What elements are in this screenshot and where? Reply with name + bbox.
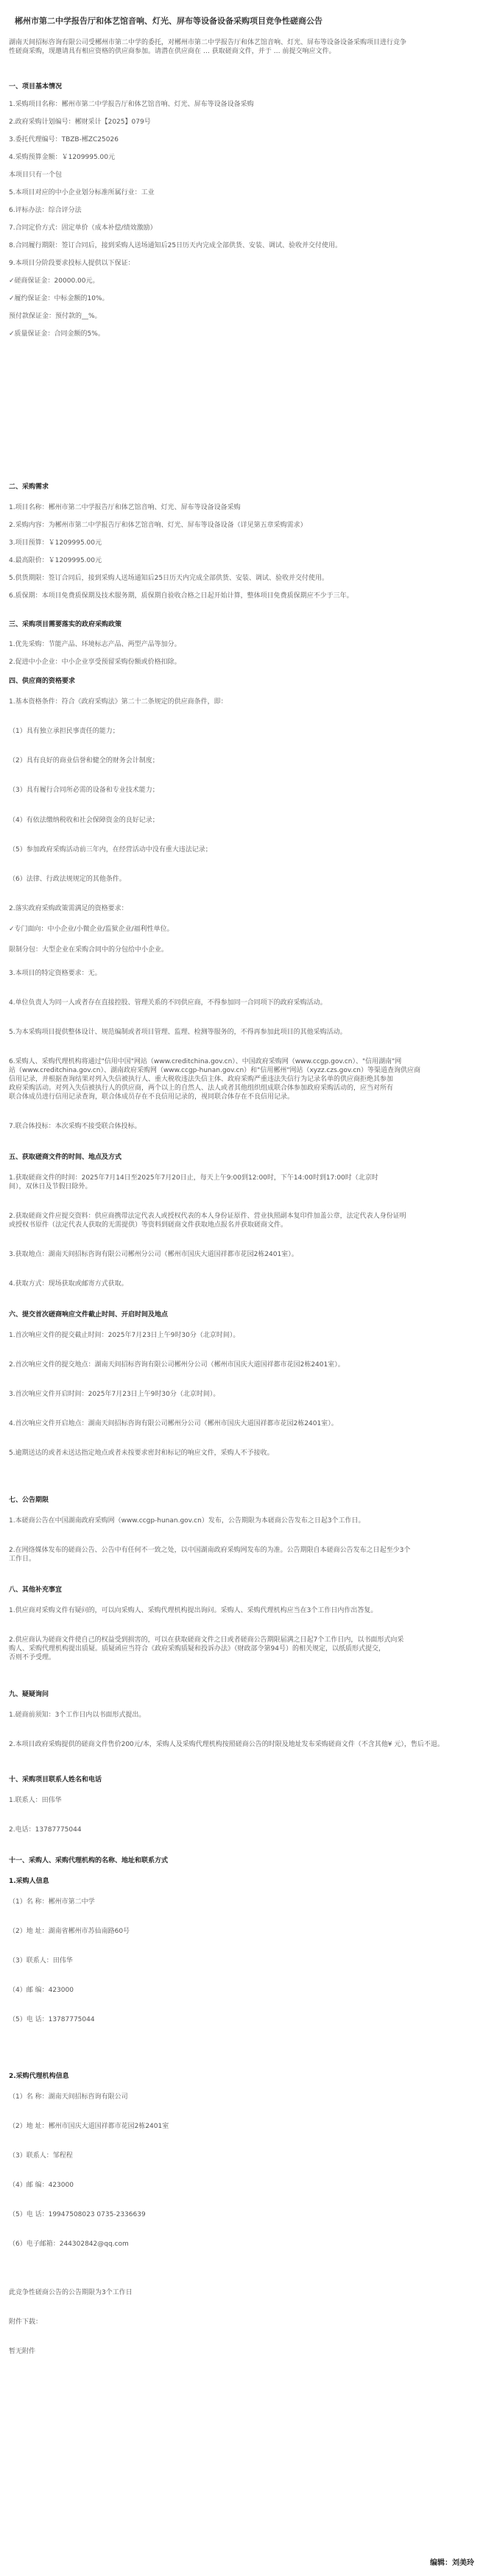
qualification-line: 信用记录，并根据查询结果对列入失信被执行人、重大税收违法失信主体、政府采购严重违法失信行为记录名单的供应商拒绝其参加 <box>9 1076 394 1083</box>
section-heading: 十、采购项目联系人姓名和电话 <box>9 1776 102 1784</box>
section-heading: 三、采购项目需要落实的政府采购政策 <box>9 621 122 628</box>
project-info-line: 6.评标办法：综合评分法 <box>9 207 82 214</box>
qualification-line: 4.单位负责人为同一人或者存在直接控股、管理关系的不同供应商，不得参加同一合同项下的政府采购活动。 <box>9 999 327 1007</box>
submission-line: 1.首次响应文件的提交截止时间：2025年7月23日上午9时30分（北京时间）。 <box>9 1332 240 1339</box>
qualification-line: （3）具有履行合同所必需的设备和专业技术能力； <box>9 787 159 794</box>
qualification-line: 站（www.creditchina.gov.cn）、湖南政府采购网（www.ccgp-hunan.gov.cn）和"信用郴州"网站（xyzz.czs.gov.cn）等渠道查询供应商 <box>9 1067 421 1074</box>
closing-line: 此竞争性磋商公告的公告期限为3个工作日 <box>9 2289 133 2296</box>
agency-info-line: （3）联系人：邹程程 <box>9 2152 73 2160</box>
subsection-heading: 2.采购代理机构信息 <box>9 2073 69 2080</box>
supplement-line: 2.供应商认为磋商文件使自己的权益受到损害的，可以在获取磋商文件之日或者磋商公告期限届满之日起7个工作日内，以书面形式向采 <box>9 1636 404 1644</box>
agency-info-line: （5）电 话：19947508023 0735-2336639 <box>9 2211 146 2218</box>
page-title: 郴州市第二中学报告厅和体艺馆音响、灯光、屏布等设备设备采购项目竞争性磋商公告 <box>15 16 322 26</box>
project-info-line: 4.采购预算金额：￥1209995.00元 <box>9 154 115 161</box>
submission-line: 4.首次响应文件开启地点：湖南天间招标咨询有限公司郴州分公司（郴州市国庆大道国祥都市花园2栋2401室）。 <box>9 1420 338 1427</box>
qualification-line: 限制分包：大型企业在采购合同中的分包给中小企业。 <box>9 946 169 954</box>
requirement-line: 2.采购内容：为郴州市第二中学报告厅和体艺馆音响、灯光、屏布等设备设备（详见第五章采购需求） <box>9 522 307 529</box>
qualification-line: 政府采购活动。对列入失信被执行人的供应商，两个以上的自然人、法人或者其他组织组成联合体参加政府采购活动的，应当对所有 <box>9 1085 394 1092</box>
project-info-line: ✓质量保证金：合同金额的5%。 <box>9 330 105 338</box>
project-info-line: 8.合同履行期限：签订合同后，接到采购人送场通知后25日历天内完成全部供货、安装、调试、验收并交付使用。 <box>9 242 342 249</box>
requirement-line: 4.最高限价：￥1209995.00元 <box>9 557 102 564</box>
qualification-line: 3.本项目的特定资格要求：无。 <box>9 970 102 977</box>
purchaser-info-line: （3）联系人：田伟华 <box>9 1957 73 1965</box>
policy-line: 2.促进中小企业：中小企业享受预留采购份额或价格扣除。 <box>9 659 181 666</box>
qualification-line: ✓专门面向：中小企业/小微企业/监狱企业/福利性单位。 <box>9 926 174 933</box>
project-info-line: 本项目只有一个包 <box>9 171 63 179</box>
qualification-line: （6）法律、行政法规规定的其他条件。 <box>9 876 126 883</box>
requirement-line: 5.供货期限：签订合同后，接到采购人送场通知后25日历天内完成全部供货、安装、调试、验收并交付使用。 <box>9 575 329 582</box>
qualification-line: 6.采购人、采购代理机构将通过"信用中国"网站（www.creditchina.gov.cn）、中国政府采购网（www.ccgp.gov.cn）、"信用湖南"网 <box>9 1058 402 1065</box>
purchaser-info-line: （1）名 称：郴州市第二中学 <box>9 1898 95 1906</box>
document-access-line: 1.获取磋商文件的时间：2025年7月14日至2025年7月20日止，每天上午9:00到12:00时，下午14:00时到17:00时（北京时 <box>9 1174 378 1182</box>
qualification-line: （1）具有独立承担民事责任的能力； <box>9 728 119 735</box>
supplement-line: 购人、采购代理机构提出质疑。质疑函应当符合《政府采购质疑和投诉办法》（财政部令第94号）的相关规定，以纸质形式提交， <box>9 1645 385 1653</box>
project-info-line: 预付款保证金：预付款的__%。 <box>9 313 102 320</box>
section-heading: 六、提交首次磋商响应文件截止时间、开启时间及地点 <box>9 1311 169 1319</box>
intro-line: 性磋商采购，现邀请具有相应资格的供应商参加。请潜在供应商在 … 获取磋商文件，并于 … 前提交响应文件。 <box>9 48 336 55</box>
purchaser-info-line: （5）电 话：13787775044 <box>9 2016 95 2023</box>
notice-period-line: 工作日。 <box>9 1555 36 1563</box>
section-heading: 七、公告期限 <box>9 1497 49 1504</box>
agency-info-line: （4）邮 编：423000 <box>9 2182 74 2189</box>
qualification-line: 1.基本资格条件：符合《政府采购法》第二十二条规定的供应商条件，即： <box>9 698 228 706</box>
project-info-line: 5.本项目对应的中小企业划分标准所属行业：工业 <box>9 189 155 196</box>
requirement-line: 3.项目预算：￥1209995.00元 <box>9 539 102 547</box>
project-info-line: 2.政府采购计划编号：郴财采计【2025】079号 <box>9 118 151 126</box>
section-heading: 一、项目基本情况 <box>9 83 63 91</box>
purchaser-info-line: （4）邮 编：423000 <box>9 1987 74 1994</box>
qualification-line: （2）具有良好的商业信誉和健全的财务会计制度； <box>9 757 159 764</box>
inquiry-line: 1.磋商前须知：3个工作日内以书面形式提出。 <box>9 1711 146 1719</box>
supplement-line: 否则不予受理。 <box>9 1654 56 1661</box>
qualification-line: （4）有依法缴纳税收和社会保障资金的良好记录； <box>9 817 159 824</box>
section-heading: 二、采购需求 <box>9 483 49 491</box>
section-heading: 八、其他补充事宜 <box>9 1586 63 1594</box>
agency-info-line: （1）名 称：湖南天间招标咨询有限公司 <box>9 2093 128 2101</box>
qualification-line: （5）参加政府采购活动前三年内，在经营活动中没有重大违法记录； <box>9 846 212 854</box>
qualification-line: 5.为本采购项目提供整体设计、规范编制或者项目管理、监理、检测等服务的，不得再参加此项目的其他采购活动。 <box>9 1029 347 1036</box>
document-access-line: 3.获取地点：湖南天间招标咨询有限公司郴州分公司（郴州市国庆大道国祥都市花园2栋2401室）。 <box>9 1251 298 1258</box>
agency-info-line: （2）地 址：郴州市国庆大道国祥都市花园2栋2401室 <box>9 2123 169 2130</box>
project-info-line: 3.委托代理编号：TBZB-郴ZC25026 <box>9 136 119 143</box>
agency-info-line: （6）电子邮箱：244302842@qq.com <box>9 2240 129 2248</box>
document-access-line: 或授权书原件（法定代表人获取的无需提供）等资料到磋商文件获取地点报名并获取磋商文件。 <box>9 1221 288 1229</box>
intro-line: 湖南天间招标咨询有限公司受郴州市第二中学的委托，对郴州市第二中学报告厅和体艺馆音响、灯光、屏布等设备设备采购项目进行竞争 <box>9 39 407 46</box>
project-info-line: ✓履约保证金：中标金额的10%。 <box>9 295 109 302</box>
submission-line: 5.逾期送达的或者未送达指定地点或者未按要求密封和标记的响应文件，采购人不予接收。 <box>9 1450 274 1457</box>
document-access-line: 2.获取磋商文件应提交资料：供应商携带法定代表人或授权代表的本人身份证原件、营业执照副本复印件加盖公章，法定代表人身份证明 <box>9 1213 406 1220</box>
editor-credit: 编辑：刘美玲 <box>430 2559 474 2567</box>
attachment-value: 暂无附件 <box>9 2348 36 2355</box>
requirement-line: 1.项目名称：郴州市第二中学报告厅和体艺馆音响、灯光、屏布等设备设备采购 <box>9 504 241 511</box>
contact-line: 2.电话：13787775044 <box>9 1826 82 1834</box>
policy-line: 1.优先采购：节能产品、环境标志产品、两型产品等加分。 <box>9 641 181 648</box>
attachment-label: 附件下载： <box>9 2318 43 2326</box>
submission-line: 2.首次响应文件的提交地点：湖南天间招标咨询有限公司郴州分公司（郴州市国庆大道国祥都市花园2栋2401室）。 <box>9 1361 345 1369</box>
project-info-line: ✓磋商保证金：20000.00元。 <box>9 277 99 285</box>
project-info-line: 9.本项目分阶段要求投标人提供以下保证： <box>9 260 135 267</box>
section-heading: 十一、采购人、采购代理机构的名称、地址和联系方式 <box>9 1857 169 1864</box>
subsection-heading: 1.采购人信息 <box>9 1878 49 1885</box>
project-info-line: 1.采购项目名称：郴州市第二中学报告厅和体艺馆音响、灯光、屏布等设备设备采购 <box>9 101 254 108</box>
contact-line: 1.联系人：田伟华 <box>9 1797 62 1804</box>
section-heading: 四、供应商的资格要求 <box>9 678 76 685</box>
document-access-line: 4.获取方式：现场获取或邮寄方式获取。 <box>9 1280 128 1288</box>
purchaser-info-line: （2）地 址：湖南省郴州市苏仙南路60号 <box>9 1928 130 1935</box>
inquiry-line: 2.本项目政府采购提供的磋商文件售价200元/本，采购人及采购代理机构按照磋商公告的时限及地址发布采购磋商文件（不含其他¥ 元），售后不退。 <box>9 1741 444 1748</box>
document-access-line: 间），双休日及节假日除外。 <box>9 1183 92 1191</box>
qualification-line: 2.落实政府采购政策需满足的资格要求： <box>9 905 128 912</box>
project-info-line: 7.合同定价方式：固定单价（成本补偿/绩效激励） <box>9 224 157 232</box>
notice-period-line: 1.本磋商公告在中国湖南政府采购网（www.ccgp-hunan.gov.cn）发布，公告期限为本磋商公告发布之日起3个工作日。 <box>9 1517 365 1525</box>
submission-line: 3.首次响应文件开启时间：2025年7月23日上午9时30分（北京时间）。 <box>9 1391 220 1398</box>
section-heading: 五、获取磋商文件的时间、地点及方式 <box>9 1154 122 1161</box>
section-heading: 九、疑疑询问 <box>9 1691 49 1698</box>
supplement-line: 1.供应商对采购文件有疑问的，可以向采购人、采购代理机构提出询问。采购人、采购代理机构应当在3个工作日内作出答复。 <box>9 1607 378 1614</box>
qualification-line: 联合体成员进行信用记录查询，联合体成员存在不良信用记录的，视同联合体存在不良信用记录。 <box>9 1093 295 1101</box>
requirement-line: 6.质保期：本项目免费质保期及技术服务期，质保期自验收合格之日起开始计算，整体项目免费质保期应不少于三年。 <box>9 592 353 600</box>
notice-period-line: 2.在网络媒体发布的磋商公告、公告中有任何不一致之处，以中国湖南政府采购网发布的为准。公告期限自本磋商公告发布之日起至少3个 <box>9 1547 411 1554</box>
qualification-line: 7.联合体投标：本次采购不接受联合体投标。 <box>9 1123 141 1130</box>
